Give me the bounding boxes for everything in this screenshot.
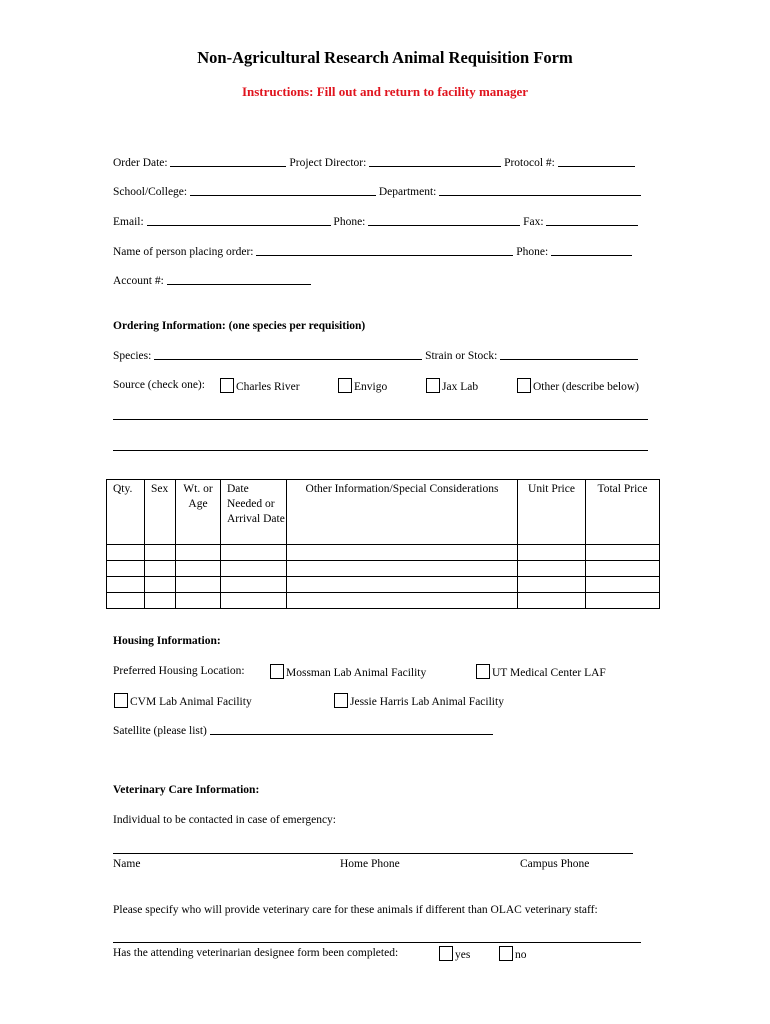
table-cell[interactable]	[287, 577, 518, 593]
species-row	[113, 348, 638, 363]
housing-cvm[interactable]	[113, 693, 252, 709]
describe-line-2[interactable]	[113, 450, 648, 451]
account-label: Account #:	[113, 275, 164, 287]
table-cell[interactable]	[176, 593, 221, 609]
table-cell[interactable]	[518, 577, 586, 593]
header-total-price: Total Price	[586, 480, 660, 545]
vet-heading: Veterinary Care Information:	[113, 784, 260, 796]
header-date: Date Needed or Arrival Date	[221, 480, 287, 545]
housing-ut-medical[interactable]	[475, 664, 606, 680]
table-cell[interactable]	[221, 545, 287, 561]
species-label: Species:	[113, 350, 152, 362]
charles-river-label: Charles River	[236, 381, 300, 393]
table-cell[interactable]	[586, 561, 660, 577]
home-phone-caption: Home Phone	[340, 858, 400, 870]
table-cell[interactable]	[221, 561, 287, 577]
yes-checkbox[interactable]	[439, 946, 453, 961]
order-date-label: Order Date:	[113, 157, 168, 169]
species-field[interactable]	[154, 348, 422, 360]
source-envigo[interactable]	[337, 378, 387, 394]
email-row	[113, 214, 638, 229]
department-label: Department:	[378, 186, 437, 198]
other-checkbox[interactable]	[517, 378, 531, 393]
table-cell[interactable]	[287, 593, 518, 609]
table-cell[interactable]	[586, 577, 660, 593]
email-label: Email:	[113, 216, 144, 228]
table-header-row	[107, 480, 660, 545]
table-cell[interactable]	[107, 561, 145, 577]
describe-line-1[interactable]	[113, 419, 648, 420]
source-charles-river[interactable]	[219, 378, 300, 394]
header-qty: Qty.	[107, 480, 145, 545]
ordering-heading: Ordering Information: (one species per requisition)	[113, 320, 366, 332]
table-cell[interactable]	[176, 577, 221, 593]
table-cell[interactable]	[586, 545, 660, 561]
department-field[interactable]	[439, 184, 641, 196]
designee-label: Has the attending veterinarian designee form been completed:	[113, 947, 399, 959]
order-table	[106, 479, 660, 609]
order-date-row	[113, 155, 635, 170]
table-cell[interactable]	[145, 561, 176, 577]
table-cell[interactable]	[518, 593, 586, 609]
table-cell[interactable]	[287, 545, 518, 561]
header-wt-age: Wt. or Age	[176, 480, 221, 545]
table-cell[interactable]	[221, 593, 287, 609]
designee-yes[interactable]	[438, 946, 470, 962]
form-instructions: Instructions: Fill out and return to facility manager	[241, 84, 529, 99]
satellite-field[interactable]	[210, 723, 493, 735]
school-field[interactable]	[190, 184, 376, 196]
table-row	[107, 545, 660, 561]
table-cell[interactable]	[107, 545, 145, 561]
table-row	[107, 577, 660, 593]
fax-label: Fax:	[523, 216, 544, 228]
phone-field[interactable]	[368, 214, 520, 226]
table-cell[interactable]	[221, 577, 287, 593]
ut-medical-label: UT Medical Center LAF	[492, 667, 606, 679]
cvm-checkbox[interactable]	[114, 693, 128, 708]
protocol-field[interactable]	[558, 155, 635, 167]
table-cell[interactable]	[586, 593, 660, 609]
header-unit-price: Unit Price	[518, 480, 586, 545]
table-row	[107, 561, 660, 577]
campus-phone-caption: Campus Phone	[520, 858, 590, 870]
table-cell[interactable]	[518, 545, 586, 561]
table-cell[interactable]	[287, 561, 518, 577]
table-cell[interactable]	[145, 577, 176, 593]
envigo-label: Envigo	[354, 381, 388, 393]
vet-specify-label: Please specify who will provide veterinary care for these animals if different than OLAC veterinary staff:	[113, 904, 598, 916]
mossman-checkbox[interactable]	[270, 664, 284, 679]
yes-label: yes	[455, 949, 471, 961]
phone-label: Phone:	[333, 216, 366, 228]
envigo-checkbox[interactable]	[338, 378, 352, 393]
jax-lab-checkbox[interactable]	[426, 378, 440, 393]
phone2-label: Phone:	[516, 246, 549, 258]
housing-jessie[interactable]	[333, 693, 504, 709]
jessie-checkbox[interactable]	[334, 693, 348, 708]
jessie-label: Jessie Harris Lab Animal Facility	[350, 696, 504, 708]
table-row	[107, 593, 660, 609]
table-cell[interactable]	[107, 593, 145, 609]
other-label: Other (describe below)	[533, 381, 640, 393]
form-title: Non-Agricultural Research Animal Requisition Form	[197, 48, 573, 67]
satellite-label: Satellite (please list)	[113, 725, 207, 737]
person-placing-field[interactable]	[256, 244, 513, 256]
no-checkbox[interactable]	[499, 946, 513, 961]
email-field[interactable]	[147, 214, 331, 226]
header-sex: Sex	[145, 480, 176, 545]
cvm-label: CVM Lab Animal Facility	[130, 696, 252, 708]
table-cell[interactable]	[176, 545, 221, 561]
header-other-info: Other Information/Special Considerations	[287, 480, 518, 545]
strain-label: Strain or Stock:	[425, 350, 498, 362]
phone2-field[interactable]	[551, 244, 632, 256]
charles-river-checkbox[interactable]	[220, 378, 234, 393]
person-row	[113, 244, 632, 259]
protocol-label: Protocol #:	[504, 157, 555, 169]
table-cell[interactable]	[145, 545, 176, 561]
preferred-housing-label: Preferred Housing Location:	[113, 665, 245, 677]
housing-mossman[interactable]	[269, 664, 426, 680]
school-label: School/College:	[113, 186, 188, 198]
designee-no[interactable]	[498, 946, 527, 962]
no-label: no	[515, 949, 527, 961]
emergency-contact-label: Individual to be contacted in case of emergency:	[113, 814, 336, 826]
fax-field[interactable]	[546, 214, 638, 226]
project-director-field[interactable]	[369, 155, 501, 167]
account-field[interactable]	[167, 273, 311, 285]
source-other[interactable]	[516, 378, 639, 394]
jax-lab-label: Jax Lab	[442, 381, 479, 393]
source-label: Source (check one):	[113, 379, 205, 391]
emergency-contact-line[interactable]	[113, 853, 633, 854]
table-cell[interactable]	[176, 561, 221, 577]
school-row	[113, 184, 641, 199]
table-cell[interactable]	[145, 593, 176, 609]
table-cell[interactable]	[518, 561, 586, 577]
name-caption: Name	[113, 858, 141, 870]
strain-field[interactable]	[500, 348, 638, 360]
project-director-label: Project Director:	[289, 157, 367, 169]
account-row	[113, 273, 311, 288]
satellite-row	[113, 723, 493, 738]
mossman-label: Mossman Lab Animal Facility	[286, 667, 427, 679]
ut-medical-checkbox[interactable]	[476, 664, 490, 679]
vet-provider-line[interactable]	[113, 942, 641, 943]
housing-heading: Housing Information:	[113, 635, 221, 647]
person-placing-label: Name of person placing order:	[113, 246, 254, 258]
table-cell[interactable]	[107, 577, 145, 593]
source-jax-lab[interactable]	[425, 378, 478, 394]
order-date-field[interactable]	[170, 155, 286, 167]
